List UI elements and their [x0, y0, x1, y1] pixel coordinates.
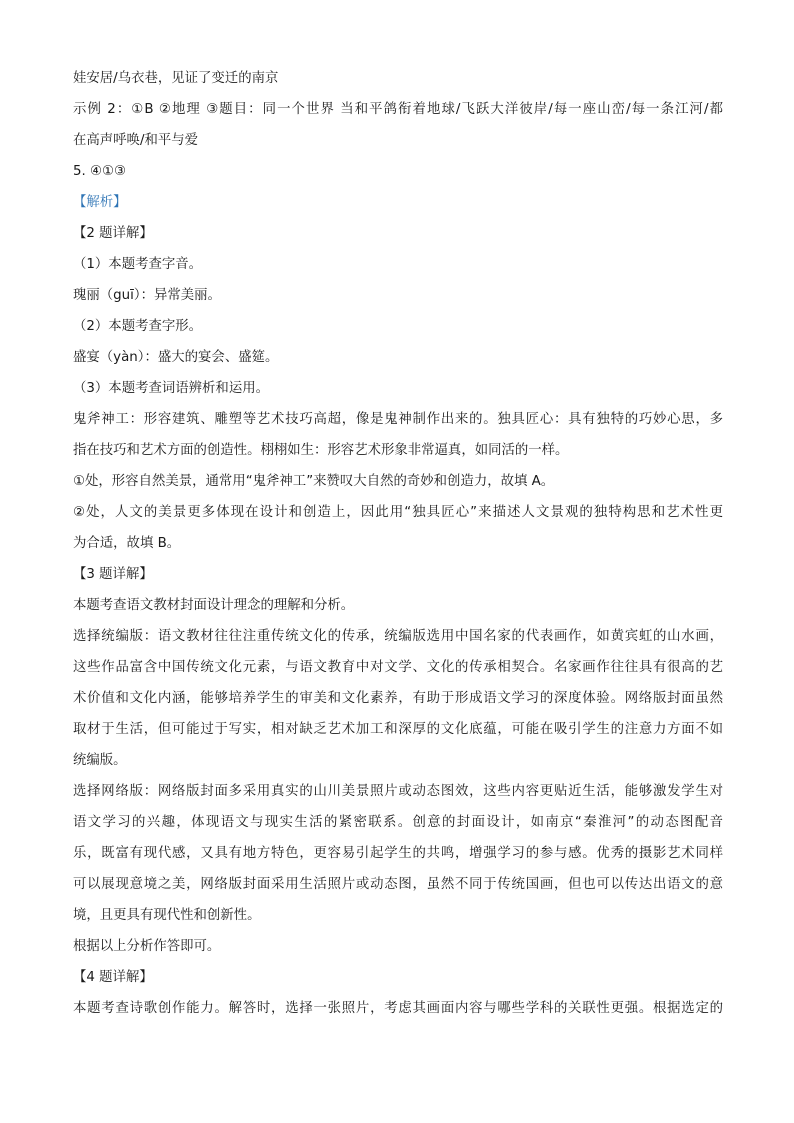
text-line: 指在技巧和艺术方面的创造性。栩栩如生：形容艺术形象非常逼真，如同活的一样。 [73, 443, 569, 458]
text-line: （1）本题考查字音。 [73, 257, 203, 272]
text-line: 示例 2：①B ②地理 ③题目：同一个世界 当和平鸽衔着地球/飞跃大洋彼岸/每一座山峦/每一条江河/都 [73, 102, 723, 117]
text-line: 根据以上分析作答即可。 [73, 939, 221, 954]
question-5-answer: 5. ④①③ [73, 164, 127, 179]
answer-text-block [73, 63, 723, 1024]
text-line: 在高声呼唤/和平与爱 [73, 133, 199, 148]
text-line: 选择网络版：网络版封面多采用真实的山川美景照片或动态图效，这些内容更贴近生活，能够激发学生对 [73, 784, 723, 799]
text-line: 鬼斧神工：形容建筑、雕塑等艺术技巧高超，像是鬼神制作出来的。独具匠心：具有独特的巧妙心思，多 [73, 412, 723, 427]
text-line: 乐，既富有现代感，又具有地方特色，更容易引起学生的共鸣，增强学习的参与感。优秀的摄影艺术同样 [73, 846, 723, 861]
text-line: 语文学习的兴趣，体现语文与现实生活的紧密联系。创意的封面设计，如南京“秦淮河”的动态图配音 [73, 815, 723, 830]
text-line: 娃安居/乌衣巷，见证了变迁的南京 [73, 71, 279, 86]
text-line: 本题考查诗歌创作能力。解答时，选择一张照片，考虑其画面内容与哪些学科的关联性更强。根据选定的 [73, 1001, 723, 1016]
text-line: 本题考查语文教材封面设计理念的理解和分析。 [73, 598, 355, 613]
text-line: 可以展现意境之美，网络版封面采用生活照片或动态图，虽然不同于传统国画，但也可以传达出语文的意 [73, 877, 723, 892]
text-line: ①处，形容自然美景，通常用“鬼斧神工”来赞叹大自然的奇妙和创造力，故填 A。 [73, 474, 555, 489]
text-line: 瑰丽（guī）：异常美丽。 [73, 288, 221, 303]
text-line: 境，且更具有现代性和创新性。 [73, 908, 261, 923]
text-line: 统编版。 [73, 753, 127, 768]
text-line: （3）本题考查词语辨析和运用。 [73, 381, 269, 396]
text-line: 为合适，故填 B。 [73, 536, 181, 551]
analysis-heading: 【解析】 [73, 195, 127, 210]
text-line: 这些作品富含中国传统文化元素，与语文教育中对文学、文化的传承相契合。名家画作往往具有很高的艺 [73, 660, 723, 675]
text-line: （2）本题考查字形。 [73, 319, 203, 334]
section-heading: 【2 题详解】 [73, 226, 153, 241]
text-line: 术价值和文化内涵，能够培养学生的审美和文化素养，有助于形成语文学习的深度体验。网络版封面虽然 [73, 691, 723, 706]
text-line: 选择统编版：语文教材往往注重传统文化的传承，统编版选用中国名家的代表画作，如黄宾虹的山水画， [73, 629, 723, 644]
text-line: 盛宴（yàn）：盛大的宴会、盛筵。 [73, 350, 279, 365]
section-heading: 【3 题详解】 [73, 567, 153, 582]
section-heading: 【4 题详解】 [73, 970, 153, 985]
text-line: ②处，人文的美景更多体现在设计和创造上，因此用“独具匠心”来描述人文景观的独特构思和艺术性更 [73, 505, 723, 520]
text-line: 取材于生活，但可能过于写实，相对缺乏艺术加工和深厚的文化底蕴，可能在吸引学生的注意力方面不如 [73, 722, 723, 737]
